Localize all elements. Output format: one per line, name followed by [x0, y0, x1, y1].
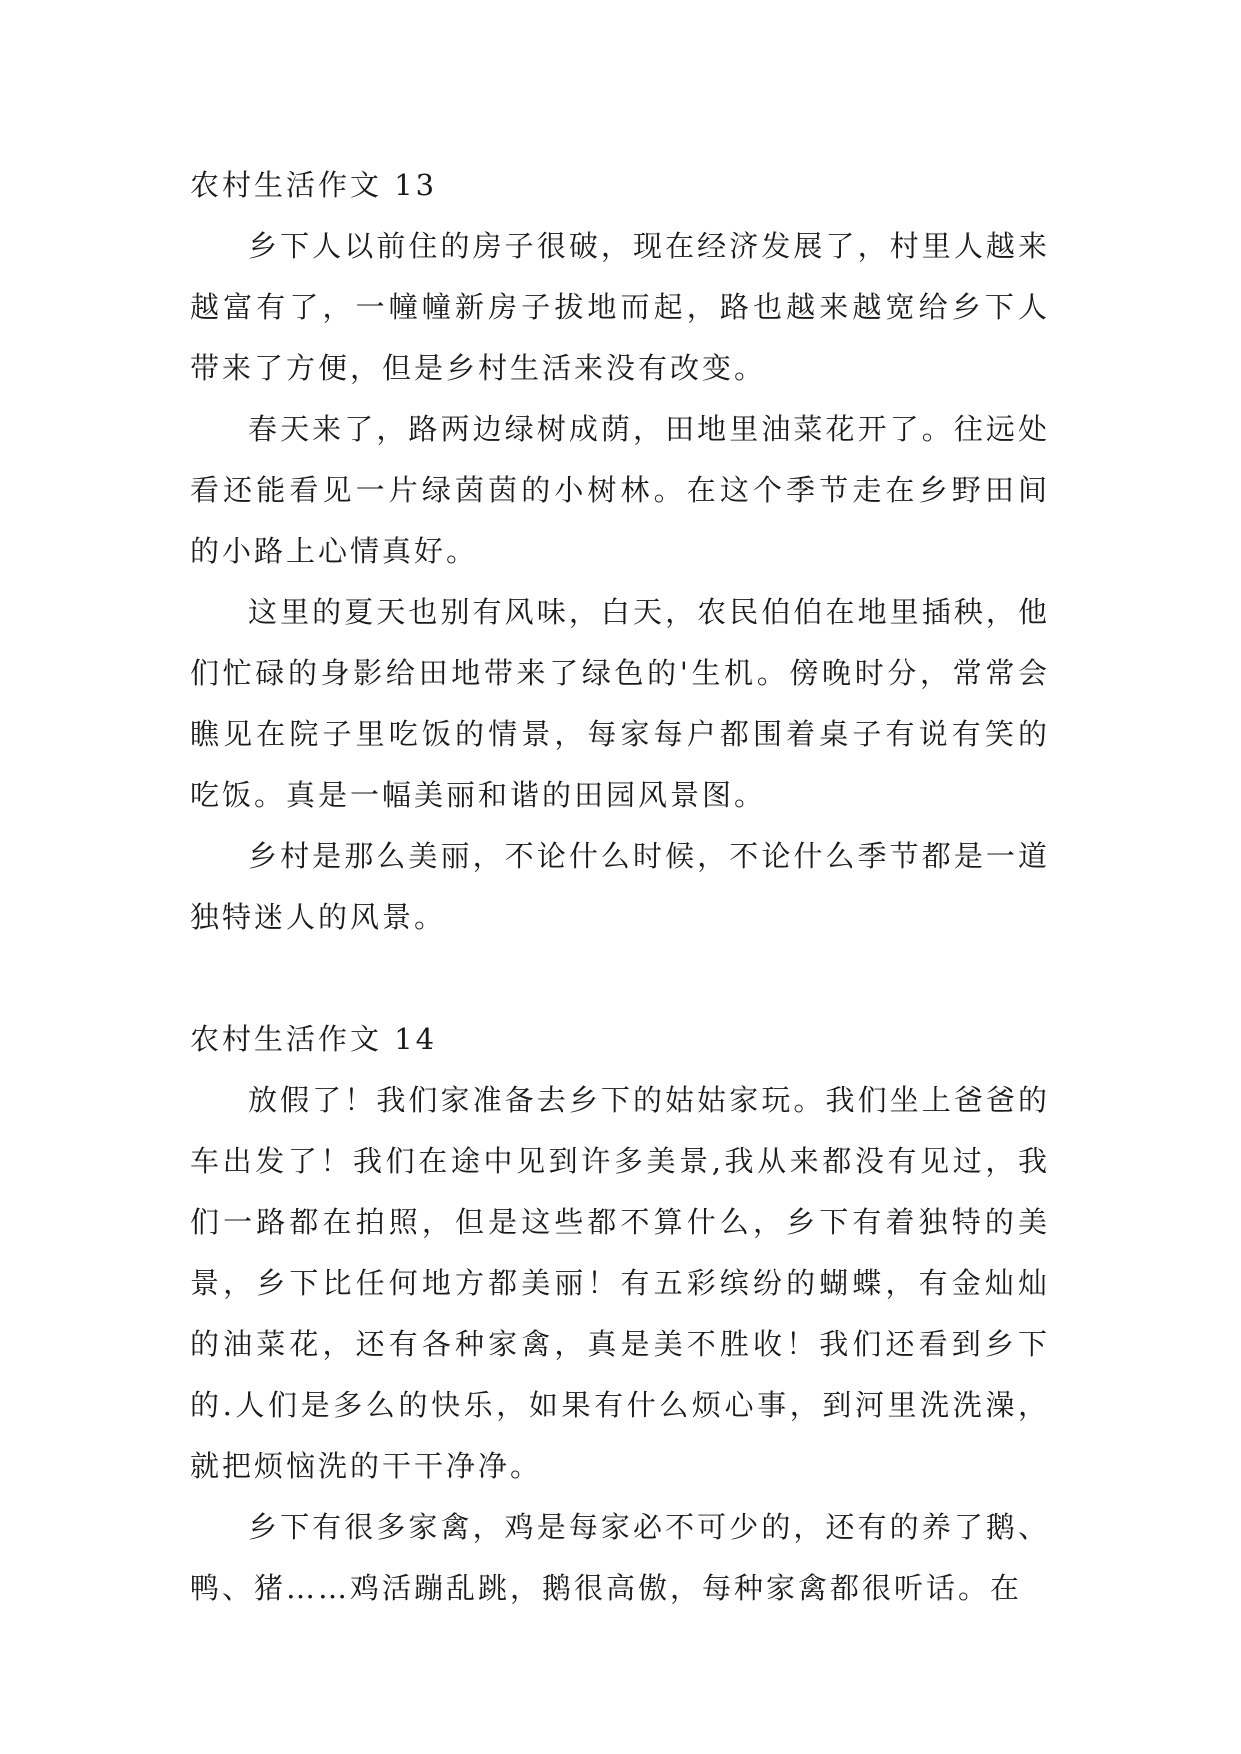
document-body	[190, 155, 1050, 1619]
essay-13	[190, 155, 1050, 948]
essay-paragraph: 放假了！我们家准备去乡下的姑姑家玩。我们坐上爸爸的车出发了！我们在途中见到许多美景,我从来都没有见过，我们一路都在拍照，但是这些都不算什么，乡下有着独特的美景，乡下比任何地方都美丽！有五彩缤纷的蝴蝶，有金灿灿的油菜花，还有各种家禽，真是美不胜收！我们还看到乡下的.人们是多么的快乐，如果有什么烦心事，到河里洗洗澡，就把烦恼洗的干干净净。	[190, 1083, 1050, 1483]
essay-paragraph: 乡下人以前住的房子很破，现在经济发展了，村里人越来越富有了，一幢幢新房子拔地而起，路也越来越宽给乡下人带来了方便，但是乡村生活来没有改变。	[190, 229, 1050, 385]
essay-paragraph: 乡村是那么美丽，不论什么时候，不论什么季节都是一道独特迷人的风景。	[190, 839, 1050, 934]
essay-paragraph: 春天来了，路两边绿树成荫，田地里油菜花开了。往远处看还能看见一片绿茵茵的小树林。在这个季节走在乡野田间的小路上心情真好。	[190, 412, 1050, 568]
essay-paragraph: 这里的夏天也别有风味，白天，农民伯伯在地里插秧，他们忙碌的身影给田地带来了绿色的'生机。傍晚时分，常常会瞧见在院子里吃饭的情景，每家每户都围着桌子有说有笑的吃饭。真是一幅美丽和谐的田园风景图。	[190, 595, 1050, 812]
essay-title: 农村生活作文 14	[190, 1022, 438, 1056]
essay-14	[190, 1009, 1050, 1619]
essay-title: 农村生活作文 13	[190, 168, 438, 202]
essay-paragraph: 乡下有很多家禽，鸡是每家必不可少的，还有的养了鹅、鸭、猪……鸡活蹦乱跳，鹅很高傲，每种家禽都很听话。在	[190, 1510, 1050, 1605]
